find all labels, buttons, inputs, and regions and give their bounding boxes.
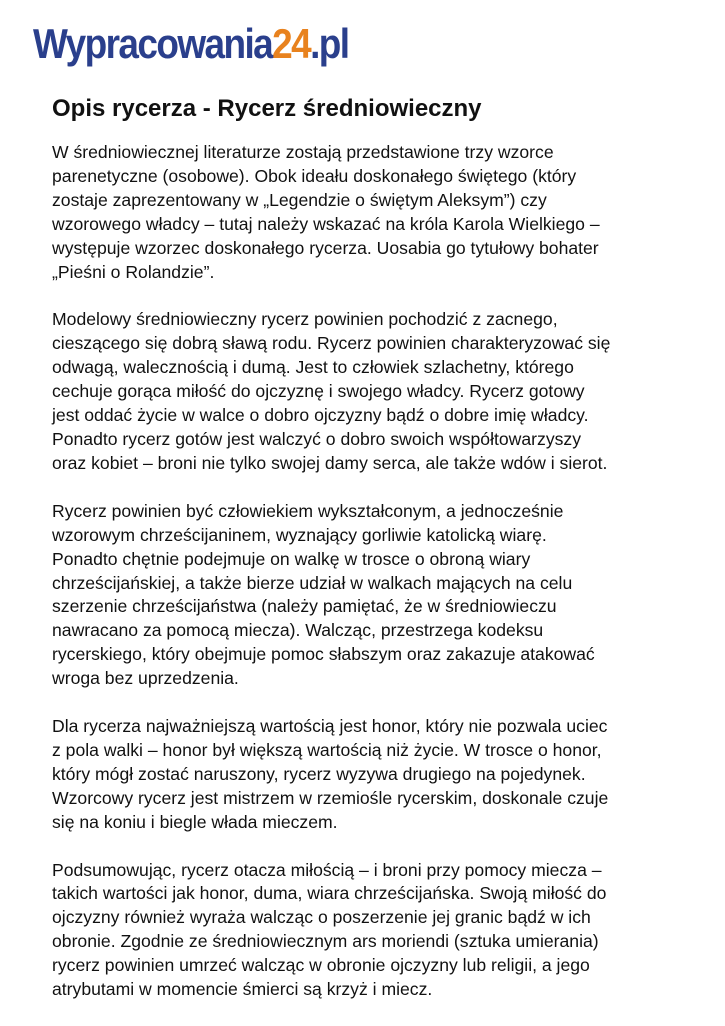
paragraph-line: Ponadto chętnie podejmuje on walkę w trosce o obroną wiary (52, 548, 531, 569)
logo-domain-text: .pl (310, 20, 349, 67)
paragraph-line: Wzorcowy rycerz jest mistrzem w rzemiośle rycerskim, doskonale czuje (52, 787, 609, 808)
paragraph-line: szerzenie chrześcijaństwa (należy pamiętać, że w średniowieczu (52, 596, 557, 617)
paragraph-line: W średniowiecznej literaturze zostają przedstawione trzy wzorce (52, 142, 554, 162)
paragraph-line: rycerz powinien umrzeć walcząc w obronie ojczyzny lub religii, a jego (52, 955, 590, 976)
paragraph-line: chrześcijańskiej, a także bierze udział w walkach mających na celu (52, 572, 573, 593)
paragraph-line: cechuje gorąca miłość do ojczyznę i swojego władcy. Rycerz gotowy (52, 381, 585, 402)
paragraph-line: zostaje zaprezentowany w „Legendzie o świętym Aleksym”) czy (52, 189, 547, 210)
paragraph-line: który mógł zostać naruszony, rycerz wyzywa drugiego na pojedynek. (52, 763, 586, 784)
page-title: Opis rycerza - Rycerz średniowieczny (52, 95, 482, 122)
paragraph (52, 500, 692, 691)
paragraph-line: obronie. Zgodnie ze średniowiecznym ars moriendi (sztuka umierania) (52, 931, 599, 952)
paragraph-line: Modelowy średniowieczny rycerz powinien pochodzić z zacnego, (52, 309, 558, 330)
site-logo[interactable] (33, 14, 348, 84)
paragraph-line: wzorowym chrześcijaninem, wyznający gorliwie katolicką wiarę. (52, 524, 547, 545)
paragraph (52, 859, 692, 1002)
paragraph-line: wzorowego władcy – tutaj należy wskazać na króla Karola Wielkiego – (52, 213, 600, 234)
paragraph-line: Rycerz powinien być człowiekiem wykształconym, a jednocześnie (52, 500, 564, 521)
paragraph-line: odwagą, walecznością i dumą. Jest to człowiek szlachetny, którego (52, 357, 574, 378)
paragraph-line: parenetyczne (osobowe). Obok ideału doskonałego świętego (który (52, 165, 577, 186)
paragraph-line: występuje wzorzec doskonałego rycerza. Uosabia go tytułowy bohater (52, 237, 599, 258)
paragraph-line: jest oddać życie w walce o dobro ojczyzny bądź o dobre imię władcy. (52, 405, 589, 426)
paragraph-line: atrybutami w momencie śmierci są krzyż i miecz. (52, 979, 433, 1000)
logo-main-text: Wypracowania (33, 20, 273, 67)
paragraph-line: nawracano za pomocą miecza). Walcząc, przestrzega kodeksu (52, 620, 544, 641)
paragraph (52, 141, 692, 284)
paragraph-line: cieszącego się dobrą sławą rodu. Rycerz powinien charakteryzować się (52, 333, 611, 354)
paragraph-line: ojczyzny również wyraża walcząc o poszerzenie jej granic bądź w ich (52, 907, 591, 928)
paragraph-line: Podsumowując, rycerz otacza miłością – i broni przy pomocy miecza – (52, 859, 602, 880)
paragraph-line: Dla rycerza najważniejszą wartością jest honor, który nie pozwala uciec (52, 716, 608, 737)
paragraph (52, 715, 692, 835)
paragraph-line: się na koniu i biegle włada mieczem. (52, 811, 338, 832)
logo-number-text: 24 (272, 20, 311, 67)
paragraph-line: z pola walki – honor był większą wartością niż życie. W trosce o honor, (52, 739, 602, 760)
paragraph-line: Ponadto rycerz gotów jest walczyć o dobro swoich współtowarzyszy (52, 428, 582, 449)
paragraph-line: takich wartości jak honor, duma, wiara chrześcijańska. Swoją miłość do (52, 883, 607, 904)
paragraph (52, 308, 692, 475)
paragraph-line: rycerskiego, który obejmuje pomoc słabszym oraz zakazuje atakować (52, 644, 595, 665)
paragraph-line: oraz kobiet – broni nie tylko swojej damy serca, ale także wdów i sierot. (52, 452, 608, 473)
paragraph-line: wroga bez uprzedzenia. (52, 668, 239, 689)
article-body (52, 141, 692, 1026)
paragraph-line: „Pieśni o Rolandzie”. (52, 261, 215, 282)
